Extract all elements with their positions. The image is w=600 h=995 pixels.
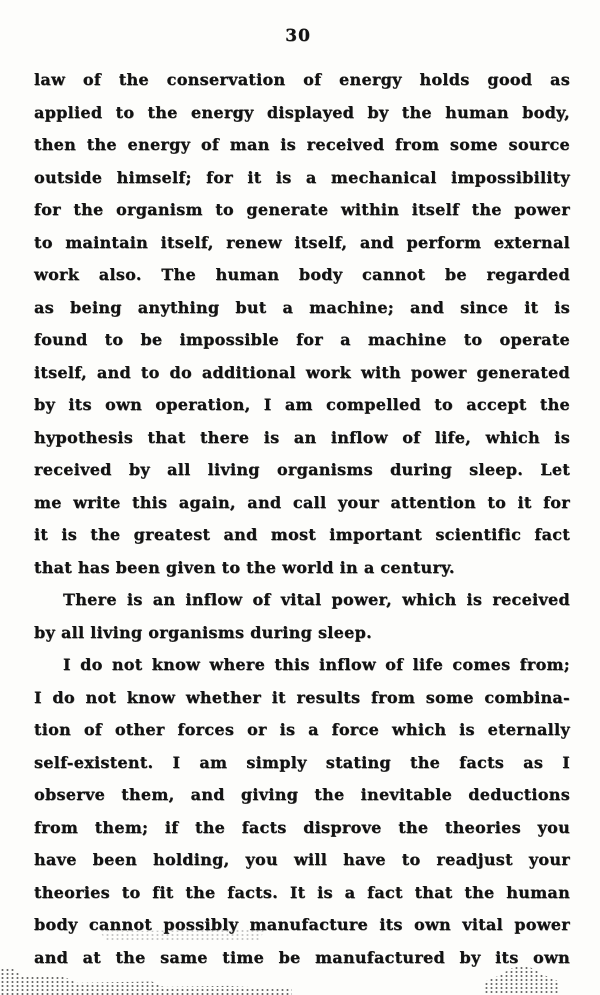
text-line: law of the conservation of energy holds good as xyxy=(34,70,570,89)
text-line: itself, and to do additional work with power generated xyxy=(34,362,570,382)
text-line: from them; if the facts disprove the theories you xyxy=(34,817,570,837)
text-line: to maintain itself, renew itself, and perform external xyxy=(34,232,570,252)
text-line: it is the greatest and most important scientific fact xyxy=(34,525,570,544)
text-line: self-existent. I am simply stating the facts as I xyxy=(34,752,570,772)
text-line: then the energy of man is received from some source xyxy=(34,135,570,154)
text-line: theories to fit the facts. It is a fact that the human xyxy=(34,882,570,902)
text-line: found to be impossible for a machine to operate xyxy=(34,330,570,349)
text-line: by its own operation, I am compelled to accept the xyxy=(34,395,570,414)
text-line: There is an inflow of vital power, which is received xyxy=(63,590,570,609)
text-line: me write this again, and call your attention to it for xyxy=(34,492,570,512)
text-line: as being anything but a machine; and since it is xyxy=(34,297,570,317)
text-line: I do not know where this inflow of life comes from; xyxy=(63,655,570,674)
body-text-block xyxy=(34,64,570,974)
text-line: body cannot possibly manufacture its own vital power xyxy=(34,915,570,934)
text-line: have been holding, you will have to readjust your xyxy=(34,850,570,869)
text-line: work also. The human body cannot be regarded xyxy=(34,265,570,284)
page-number: 30 xyxy=(285,26,311,46)
text-line: by all living organisms during sleep. xyxy=(34,622,372,642)
text-line: outside himself; for it is a mechanical impossibility xyxy=(34,167,570,187)
text-line: I do not know whether it results from some combina- xyxy=(34,687,570,707)
text-line: for the organism to generate within itself the power xyxy=(34,200,570,219)
text-line: received by all living organisms during sleep. Let xyxy=(34,460,570,479)
text-line: observe them, and giving the inevitable deductions xyxy=(34,785,570,804)
text-line: that has been given to the world in a century. xyxy=(34,557,455,577)
text-line: and at the same time be manufactured by its own xyxy=(34,947,570,967)
text-line: tion of other forces or is a force which is eternally xyxy=(34,720,570,739)
text-line: applied to the energy displayed by the human body, xyxy=(34,102,570,122)
text-line: hypothesis that there is an inflow of life, which is xyxy=(34,427,570,447)
